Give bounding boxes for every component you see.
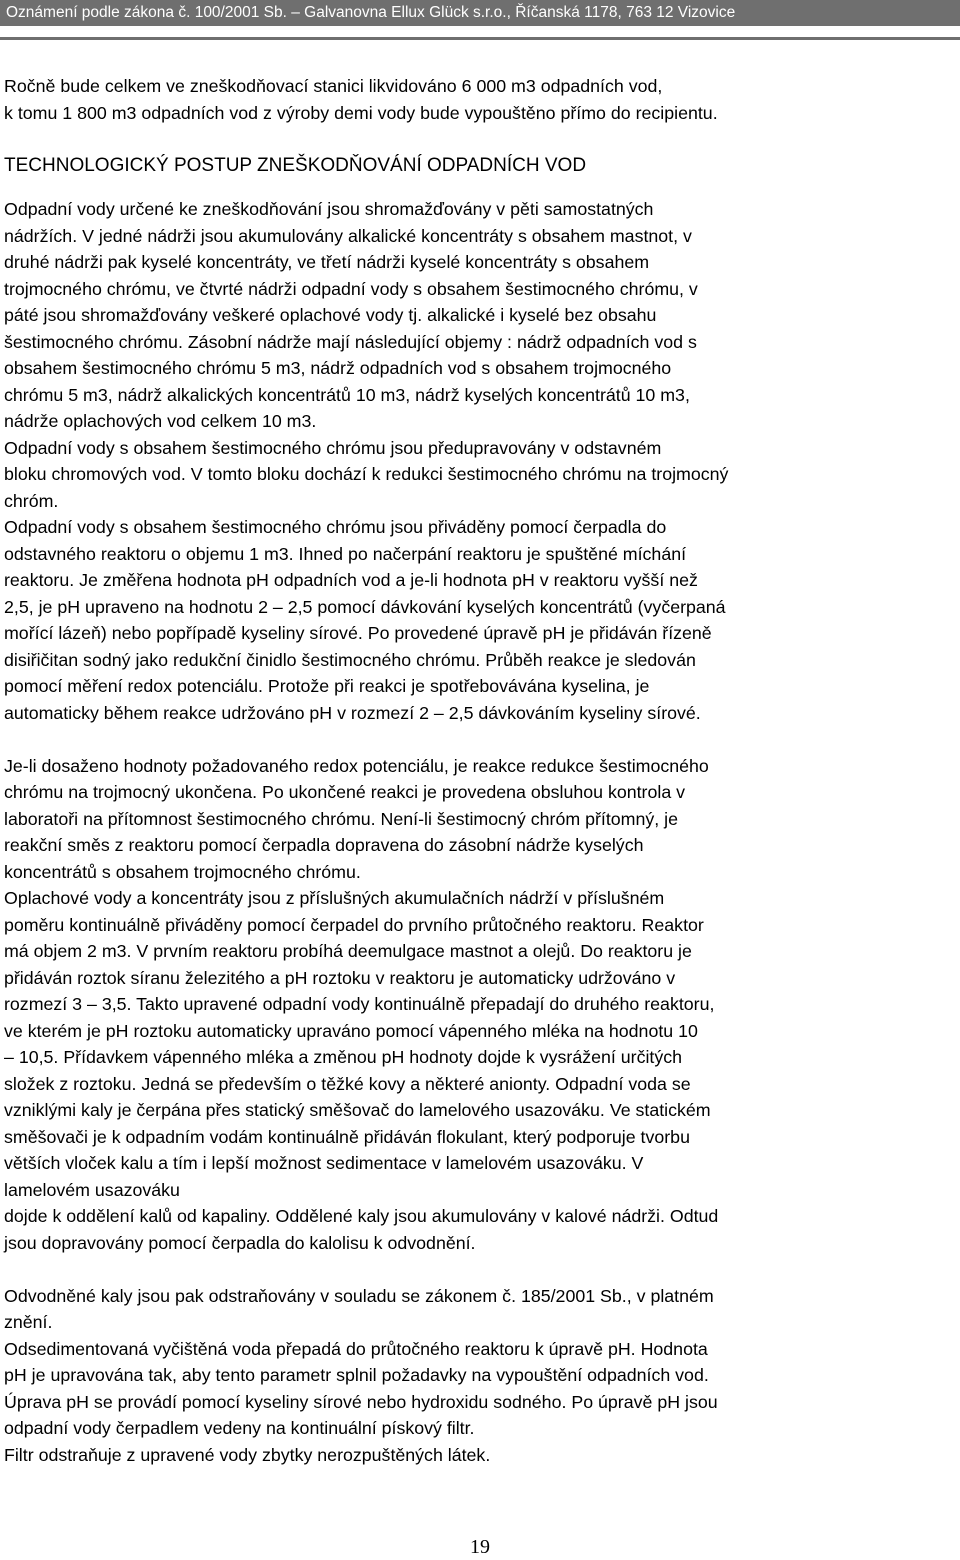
paragraph-chrome-pretreatment: Odpadní vody s obsahem šestimocného chrómu jsou předupravovány v odstavném bloku chromových vod. V tomto bloku dochází k redukci šestimocného chrómu na trojmocný chróm.	[4, 437, 729, 511]
paragraph-ph-adjustment: Odsedimentovaná vyčištěná voda přepadá do průtočného reaktoru k úpravě pH. Hodnota pH je upravována tak, aby tento parametr splnil požadavky na vypouštění odpadních vod. Úprava pH se provádí pomocí kyseliny sírové nebo hydroxidu sodného. Po úpravě pH jsou odpadní vody čerpadlem vedeny na kontinuální pískový filtr.	[4, 1338, 718, 1438]
document-body	[4, 73, 956, 1468]
header-divider	[0, 37, 960, 40]
paragraph-storage-tanks: Odpadní vody určené ke zneškodňování jsou shromažďovány v pěti samostatných nádržích. V jedné nádrži jsou akumulovány alkalické koncentráty s obsahem mastnot, v druhé nádrži pak kyselé koncentráty, ve třetí nádrži kyselé koncentráty s obsahem trojmocného chrómu, ve čtvrté nádrži odpadní vody s obsahem šestimocného chrómu, v páté jsou shromažďovány veškeré oplachové vody tj. alkalické i kyselé bez obsahu šestimocného chrómu. Zásobní nádrže mají následující objemy : nádrž odpadních vod s obsahem šestimocného chrómu 5 m3, nádrž odpadních vod s obsahem trojmocného chrómu 5 m3, nádrž alkalických koncentrátů 10 m3, nádrž kyselých koncentrátů 10 m3, nádrže oplachových vod celkem 10 m3.	[4, 199, 698, 431]
section-heading: TECHNOLOGICKÝ POSTUP ZNEŠKODŇOVÁNÍ ODPADNÍCH VOD	[4, 154, 587, 176]
page-number: 19	[470, 1536, 490, 1558]
paragraph-sludge-disposal: Odvodněné kaly jsou pak odstraňovány v souladu se zákonem č. 185/2001 Sb., v platném znění.	[4, 1285, 714, 1332]
document-header: Oznámení podle zákona č. 100/2001 Sb. – Galvanovna Ellux Glück s.r.o., Říčanská 1178, 763 12 Vizovice	[0, 0, 960, 26]
paragraph-filter: Filtr odstraňuje z upravené vody zbytky nerozpuštěných látek.	[4, 1444, 491, 1465]
paragraph-redox-completion: Je-li dosaženo hodnoty požadovaného redox potenciálu, je reakce redukce šestimocného chrómu na trojmocný ukončena. Po ukončené reakci je provedena obsluhou kontrola v laboratoři na přítomnost šestimocného chrómu. Není-li šestimocný chróm přítomný, je reakční směs z reaktoru pomocí čerpadla dopravena do zásobní nádrže kyselých koncentrátů s obsahem trojmocného chrómu.	[4, 755, 709, 882]
paragraph-annual-volume: Ročně bude celkem ve zneškodňovací stanici likvidováno 6 000 m3 odpadních vod, k tomu 1 800 m3 odpadních vod z výroby demi vody bude vypouštěno přímo do recipientu.	[4, 76, 718, 123]
paragraph-reactor-process: Odpadní vody s obsahem šestimocného chrómu jsou přiváděny pomocí čerpadla do odstavného reaktoru o objemu 1 m3. Ihned po načerpání reaktoru je spuštěné míchání reaktoru. Je změřena hodnota pH odpadních vod a je-li hodnota pH v reaktoru vyšší než 2,5, je pH upraveno na hodnotu 2 – 2,5 pomocí dávkování kyselých koncentrátů (vyčerpaná mořící lázeň) nebo popřípadě kyseliny sírové. Po provedené úpravě pH je přidáván řízeně disiřičitan sodný jako redukční činidlo šestimocného chrómu. Průběh reakce je sledován pomocí měření redox potenciálu. Protože při reakci je spotřebovávána kyselina, je automaticky během reakce udržováno pH v rozmezí 2 – 2,5 dávkováním kyseliny sírové.	[4, 517, 726, 723]
paragraph-rinse-waters: Oplachové vody a koncentráty jsou z příslušných akumulačních nádrží v příslušném poměru kontinuálně přiváděny pomocí čerpadel do prvního průtočného reaktoru. Reaktor má objem 2 m3. V prvním reaktoru probíhá deemulgace mastnot a olejů. Do reaktoru je přidáván roztok síranu železitého a pH roztoku v reaktoru je automaticky udržováno v rozmezí 3 – 3,5. Takto upravené odpadní vody kontinuálně přepadají do druhého reaktoru, ve kterém je pH roztoku automaticky upraváno pomocí vápenného mléka na hodnotu 10 – 10,5. Přídavkem vápenného mléka a změnou pH hodnoty dojde k vysrážení určitých složek z roztoku. Jedná se především o těžké kovy a některé anionty. Odpadní voda se vzniklými kaly je čerpána přes statický směšovač do lamelového usazováku. Ve statickém směšovači je k odpadním vodám kontinuálně přidáván flokulant, který podporuje tvorbu větších vloček kalu a tím i lepší možnost sedimentace v lamelovém usazováku. V lamelovém usazováku dojde k oddělení kalů od kapaliny. Oddělené kaly jsou akumulovány v kalové nádrži. Odtud jsou dopravovány pomocí čerpadla do kalolisu k odvodnění.	[4, 888, 719, 1253]
